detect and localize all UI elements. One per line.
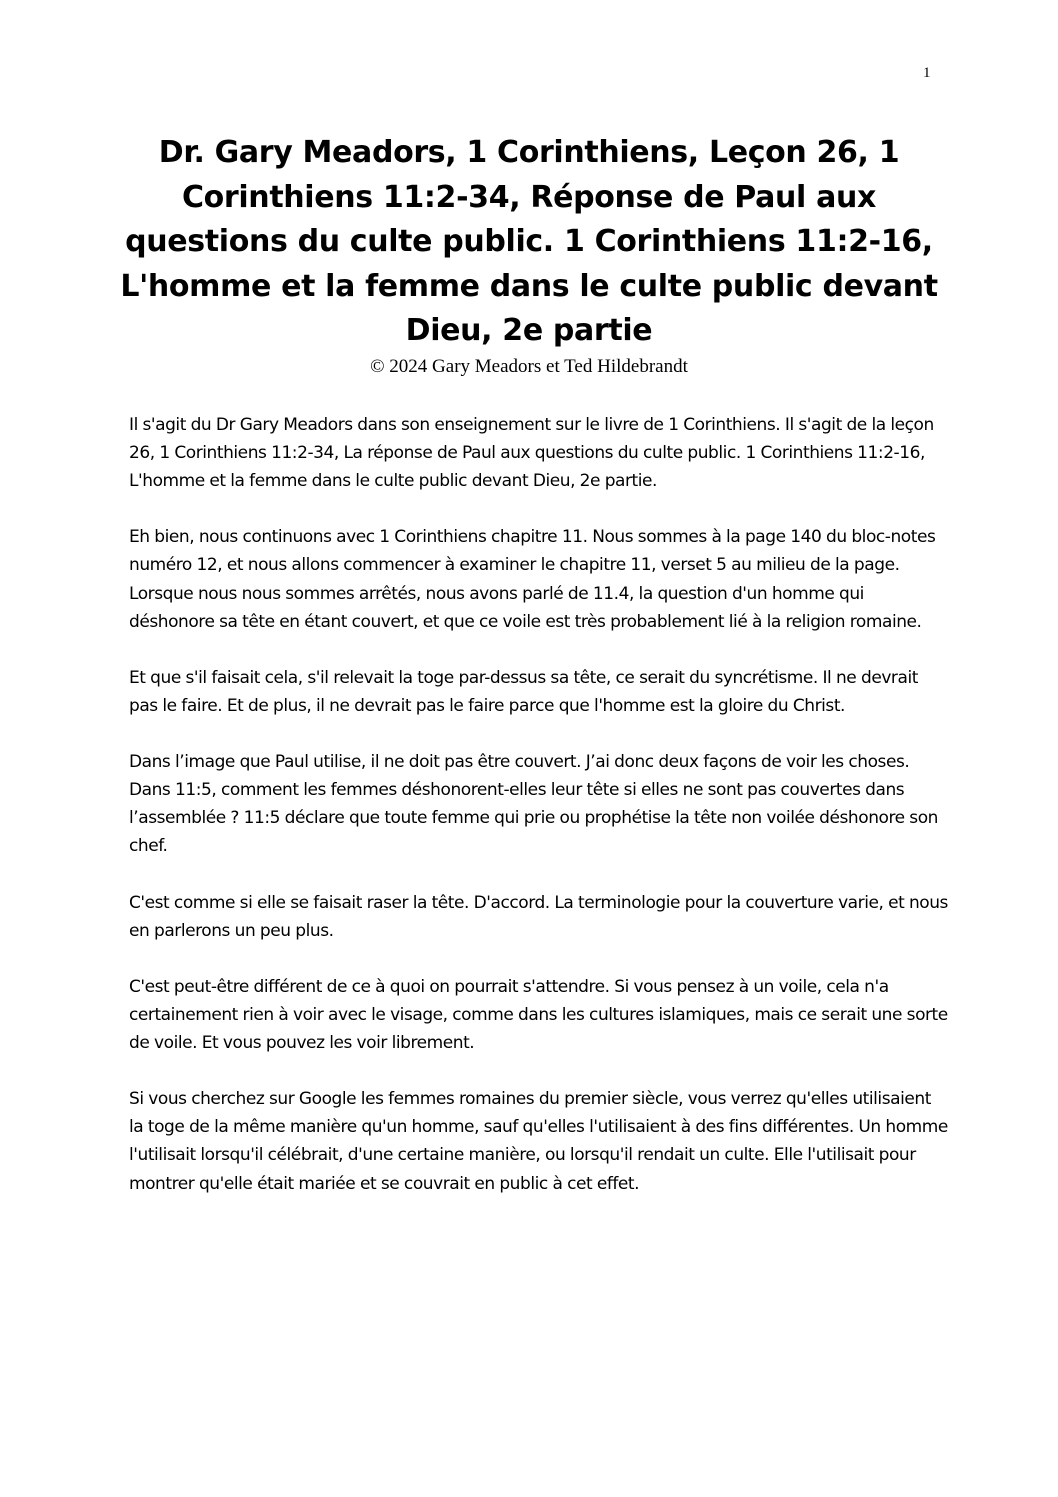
paragraph: Dans l’image que Paul utilise, il ne doit pas être couvert. J’ai donc deux façons de voir les choses. Dans 11:5, comment les femmes déshonorent-elles leur tête si elles ne sont pas couvertes dans l’assemblée ? 11:5 déclare que toute femme qui prie ou prophétise la tête non voilée déshonore son chef. (129, 752, 938, 857)
paragraph: Eh bien, nous continuons avec 1 Corinthiens chapitre 11. Nous sommes à la page 140 du bloc-notes numéro 12, et nous allons commencer à examiner le chapitre 11, verset 5 au milieu de la page. Lorsque nous nous sommes arrêtés, nous avons parlé de 11.4, la question d'un homme qui déshonore sa tête en étant couvert, et que ce voile est très probablement lié à la religion romaine. (129, 527, 936, 632)
paragraph: Et que s'il faisait cela, s'il relevait la toge par-dessus sa tête, ce serait du syncrétisme. Il ne devrait pas le faire. Et de plus, il ne devrait pas le faire parce que l'homme est la gloire du Christ. (129, 667, 918, 716)
page-number: 1 (923, 65, 931, 81)
paragraph: C'est peut-être différent de ce à quoi on pourrait s'attendre. Si vous pensez à un voile, cela n'a certainement rien à voir avec le visage, comme dans les cultures islamiques, mais ce serait une sorte de voile. Et vous pouvez les voir librement. (129, 976, 948, 1054)
body-text (129, 411, 949, 1226)
paragraph: C'est comme si elle se faisait raser la tête. D'accord. La terminologie pour la couverture varie, et nous en parlerons un peu plus. (129, 892, 948, 941)
paragraph: Il s'agit du Dr Gary Meadors dans son enseignement sur le livre de 1 Corinthiens. Il s'agit de la leçon 26, 1 Corinthiens 11:2-34, La réponse de Paul aux questions du culte public. 1 Corinthiens 11:2-16, L'homme et la femme dans le culte public devant Dieu, 2e partie. (129, 415, 934, 492)
copyright-line: © 2024 Gary Meadors et Ted Hildebrandt (370, 356, 688, 377)
document-title: Dr. Gary Meadors, 1 Corinthiens, Leçon 26, 1 Corinthiens 11:2-34, Réponse de Paul aux questions du culte public. 1 Corinthiens 11:2-16, L'homme et la femme dans le culte public devant Dieu, 2e partie (120, 135, 938, 348)
paragraph: Si vous cherchez sur Google les femmes romaines du premier siècle, vous verrez qu'elles utilisaient la toge de la même manière qu'un homme, sauf qu'elles l'utilisaient à des fins différentes. Un homme l'utilisait lorsqu'il célébrait, d'une certaine manière, ou lorsqu'il rendait un culte. Elle l'utilisait pour montrer qu'elle était mariée et se couvrait en public à cet effet. (129, 1089, 948, 1194)
